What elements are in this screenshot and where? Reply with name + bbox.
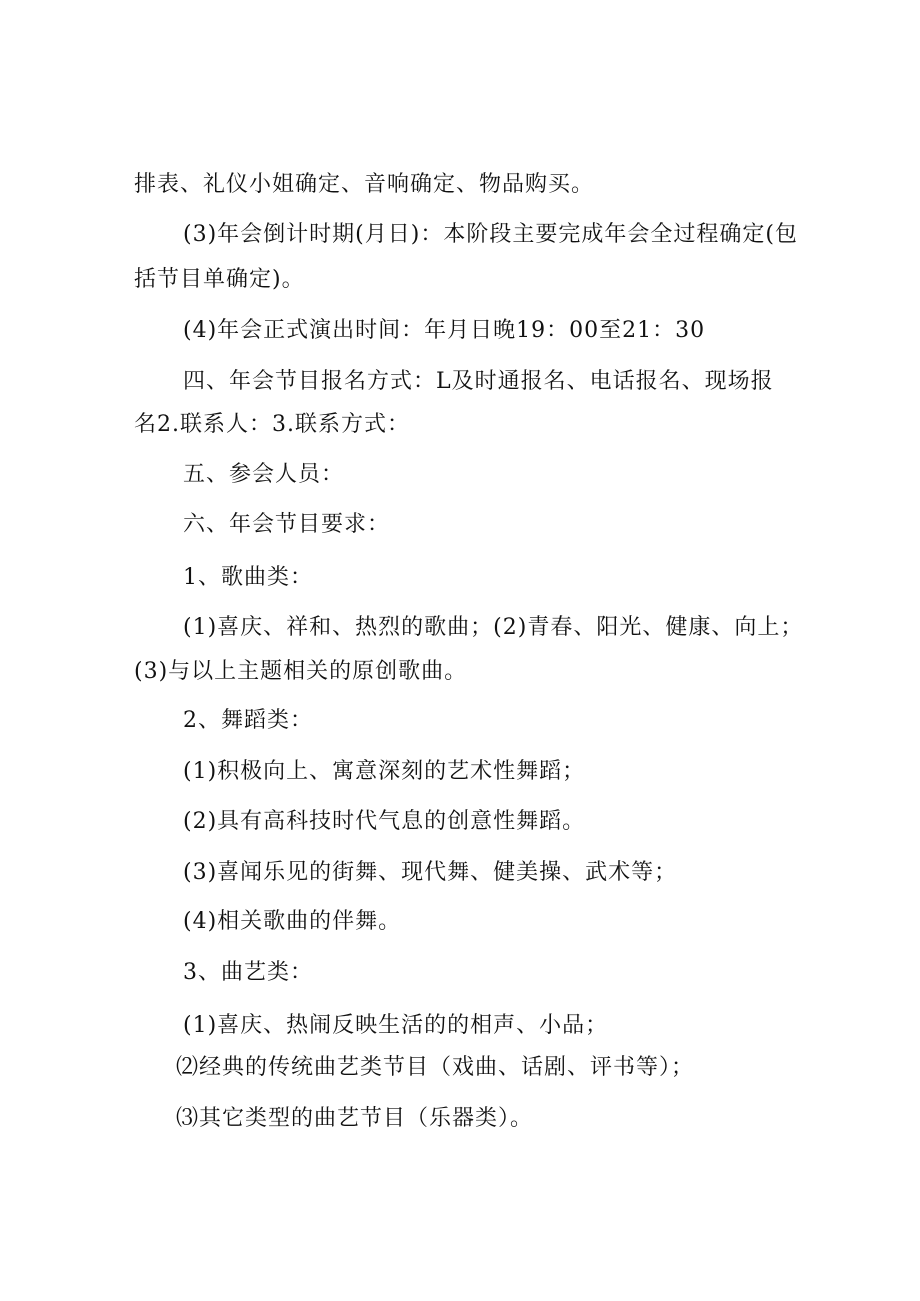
paragraph-line: 四、年会节目报名方式：L及时通报名、电话报名、现场报: [183, 369, 774, 394]
subsection-heading: 2、舞蹈类：: [183, 708, 313, 733]
paragraph-line: (3)年会倒计时期(月日)：本阶段主要完成年会全过程确定(包: [183, 222, 798, 247]
list-item: (3)喜闻乐见的街舞、现代舞、健美操、武术等；: [183, 860, 678, 885]
section-heading: 六、年会节目要求：: [183, 512, 391, 537]
paragraph-line: 排表、礼仪小姐确定、音响确定、物品购买。: [134, 172, 595, 197]
list-item: (2)具有高科技时代气息的创意性舞蹈。: [183, 809, 586, 834]
list-item: (1)喜庆、热闹反映生活的的相声、小品；: [183, 1013, 609, 1038]
paragraph-line: 括节目单确定)。: [134, 267, 305, 292]
list-item: ⑵经典的传统曲艺类节目（戏曲、话剧、评书等）；: [176, 1055, 695, 1080]
list-item: ⑶其它类型的曲艺节目（乐器类）。: [176, 1106, 534, 1131]
paragraph-line: 名2.联系人：3.联系方式：: [134, 412, 410, 437]
paragraph-line: (3)与以上主题相关的原创歌曲。: [134, 659, 468, 684]
list-item: (1)积极向上、寓意深刻的艺术性舞蹈；: [183, 759, 586, 784]
section-heading: 五、参会人员：: [183, 462, 345, 487]
paragraph-line: (1)喜庆、祥和、热烈的歌曲；(2)青春、阳光、健康、向上；: [183, 615, 804, 640]
subsection-heading: 3、曲艺类：: [183, 960, 313, 985]
subsection-heading: 1、歌曲类：: [183, 565, 313, 590]
paragraph-line: (4)年会正式演出时间：年月日晚19：00至21：30: [183, 318, 706, 343]
list-item: (4)相关歌曲的伴舞。: [183, 909, 402, 934]
